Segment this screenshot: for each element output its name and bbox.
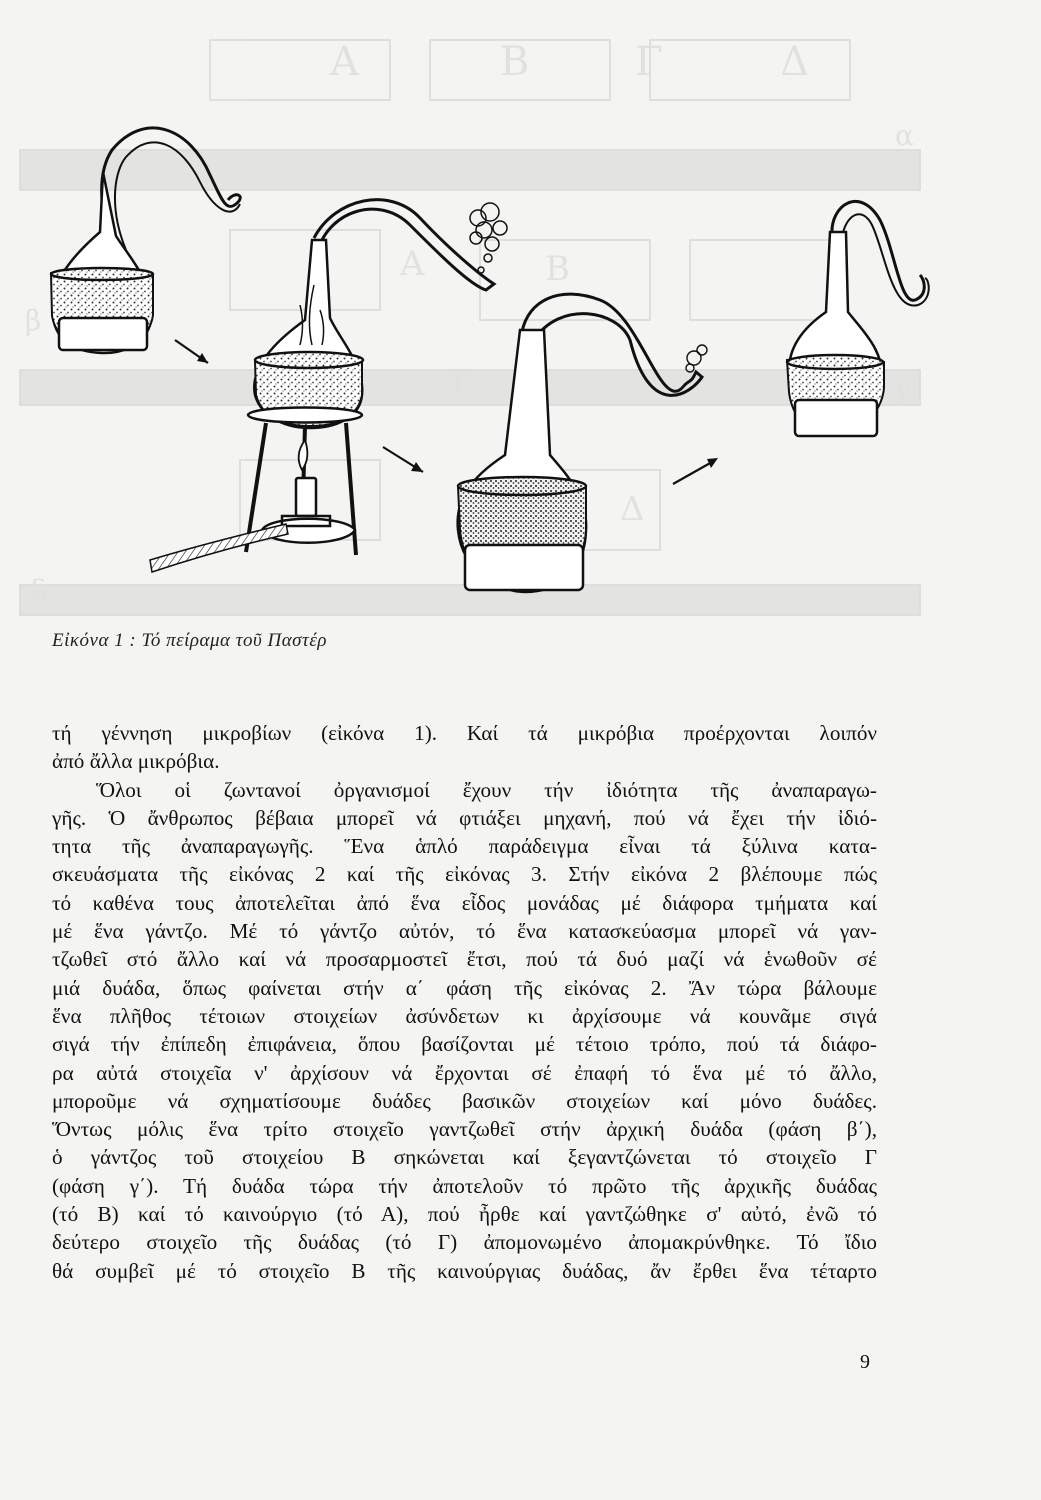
ghost-letter: Α — [330, 39, 359, 85]
text-line: σκευάσματα τῆς εἰκόνας 2 καί τῆς εἰκόνας 3. Στήν εἰκόνα 2 βλέπουμε πώς — [52, 862, 877, 887]
text-line: ἀπό ἄλλα μικρόβια. — [52, 749, 220, 774]
ghost-letter: Γ — [635, 39, 663, 85]
text-line: τό καθένα τους ἀποτελεῖται ἀπό ἕνα εἶδος μονάδας μέ διάφορα τμήματα καί — [52, 890, 877, 915]
page-number: 9 — [860, 1351, 870, 1373]
pasteur-experiment-illustration — [0, 0, 1041, 640]
text-line: (φάση γ΄). Τή δυάδα τώρα τήν ἀποτελοῦν τό πρῶτο τῆς ἀρχικῆς δυάδας — [52, 1173, 877, 1198]
figure-caption: Εἰκόνα 1 : Τό πείραμα τοῦ Παστέρ — [52, 630, 327, 651]
text-line: μιά δυάδα, ὅπως φαίνεται στήν α΄ φάση τῆς εἰκόνας 2. Ἄν τώρα βάλουμε — [52, 975, 877, 1000]
ghost-letter: δ — [30, 574, 47, 607]
text-line: τή γέννηση μικροβίων (εἰκόνα 1). Καί τά μικρόβια προέρχονται λοιπόν — [52, 721, 877, 745]
text-line: ἕνα πλῆθος τέτοιων στοιχείων ἀσύνδετων κι ἀρχίσουμε νά κουνᾶμε σιγά — [52, 1003, 877, 1028]
steam-puff — [470, 203, 507, 273]
ghost-letter: α — [895, 119, 914, 152]
text-line: ὁ γάντζος τοῦ στοιχείου Β σηκώνεται καί ξεγαντζώνεται τό στοιχεῖο Γ — [52, 1145, 877, 1170]
arrow-2-head — [411, 462, 423, 472]
text-line: σιγά τήν ἐπίπεδη ἐπιφάνεια, ὅπου βασίζονται μέ τέτοιο τρόπο, πού τά διάφο- — [52, 1032, 877, 1057]
ghost-letter: Β — [500, 39, 530, 85]
dust-puff — [686, 345, 707, 372]
text-line: δεύτερο στοιχεῖο τῆς δυάδας (τό Γ) ἀπομονωμένο ἀπομακρύνθηκε. Τό ἴδιο — [52, 1230, 877, 1255]
body-text — [52, 719, 877, 1285]
ghost-letter: Β — [545, 249, 570, 289]
text-line: μποροῦμε νά σχηματίσουμε δυάδες βασικῶν στοιχείων καί μόνο δυάδες. — [52, 1088, 877, 1113]
text-line: τητα τῆς ἀναπαραγωγῆς. Ἕνα ἁπλό παράδειγμα εἶναι τά ξύλινα κατα- — [52, 834, 877, 859]
arrow-3 — [673, 462, 712, 484]
arrow-1-head — [197, 353, 208, 363]
ghost-letter: Α — [400, 244, 425, 284]
text-line: ρα αὐτά στοιχεῖα ν' ἀρχίσουν νά ἔρχονται σέ ἐπαφή τό ἕνα μέ τό ἄλλο, — [52, 1060, 877, 1085]
text-line: (τό Β) καί τό καινούργιο (τό Α), πού ἦρθε καί γαντζώθηκε σ' αὐτό, ἐνῶ τό — [52, 1202, 877, 1227]
ghost-letter: γ — [895, 374, 912, 407]
flask-3 — [458, 294, 707, 592]
text-line: μέ ἕνα γάντζο. Μέ τό γάντζο αὐτόν, τό ἕνα κατασκεύασμα μπορεῖ νά γαν- — [52, 919, 877, 944]
text-line: Ὅλοι οἱ ζωντανοί ὀργανισμοί ἔχουν τήν ἰδιότητα τῆς ἀναπαραγω- — [96, 777, 877, 802]
text-line: θά συμβεῖ μέ τό στοιχεῖο Β τῆς καινούργιας δυάδας, ἄν ἔρθει ἕνα τέταρτο — [52, 1258, 877, 1283]
ghost-letter: Γ — [450, 364, 474, 404]
text-line: τζωθεῖ στό ἄλλο καί νά προσαρμοστεῖ ἔτσι, πού τά δυό μαζί νά ἑνωθοῦν σέ — [52, 947, 877, 972]
text-line: γῆς. Ὁ ἄνθρωπος βέβαια μπορεῖ νά φτιάξει μηχανή, πού νά ἔχει τήν ἰδιό- — [52, 805, 877, 830]
text-line: Ὅντως μόλις ἕνα τρίτο στοιχεῖο γαντζωθεῖ στήν ἀρχική δυάδα (φάση β΄), — [52, 1117, 877, 1142]
ghost-letter: Δ — [780, 39, 809, 85]
ghost-letter: Δ — [620, 489, 645, 529]
ghost-letter: β — [25, 304, 42, 337]
